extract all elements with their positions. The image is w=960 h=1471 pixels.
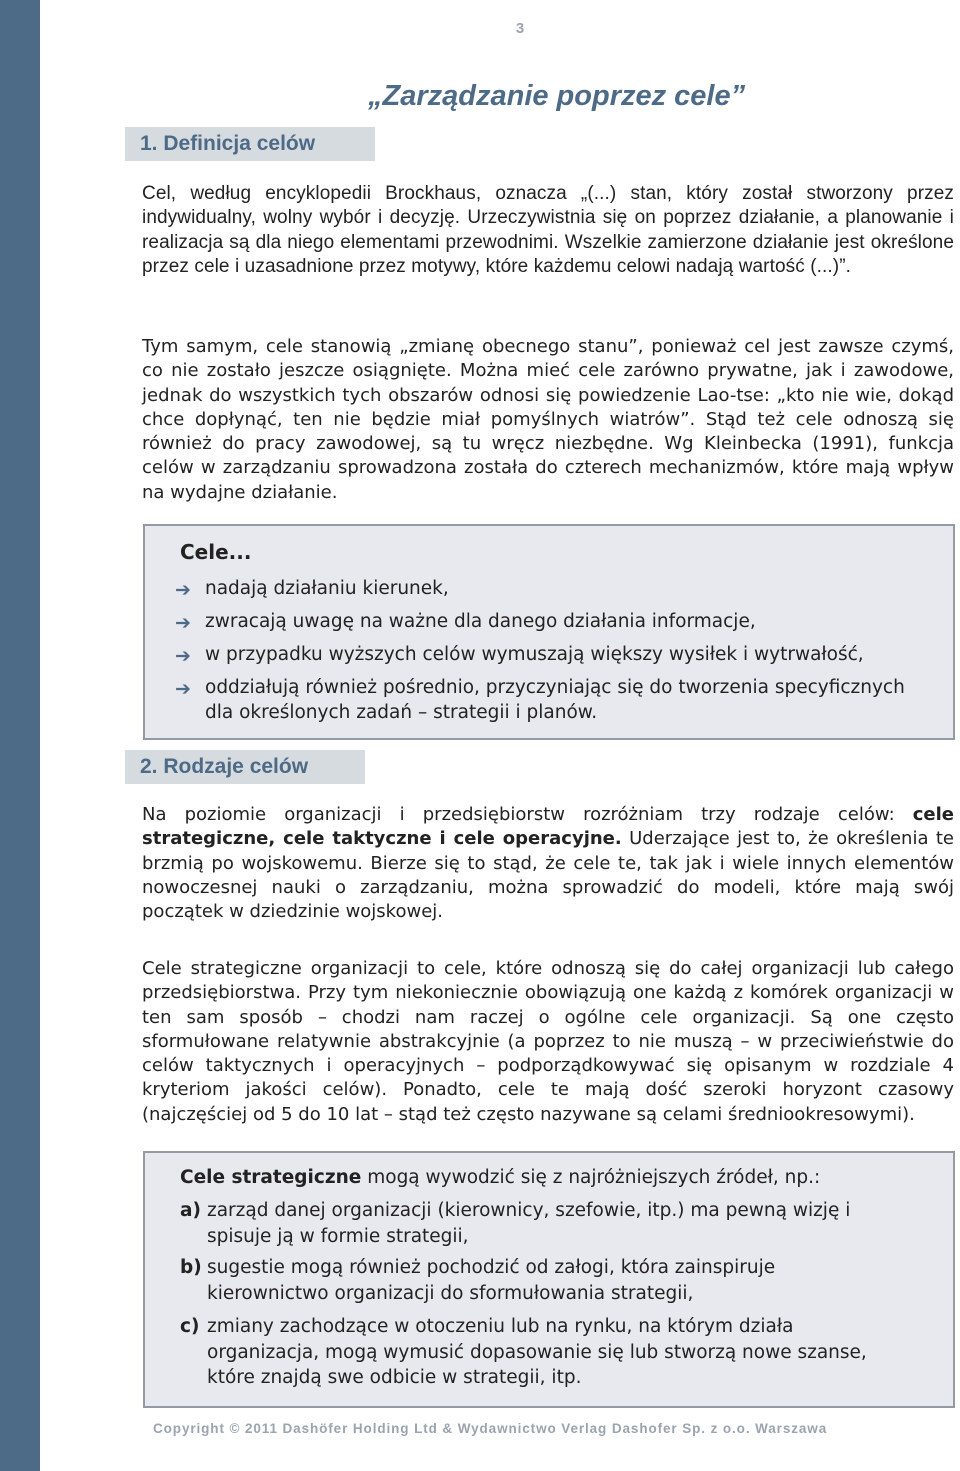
list-item: b) sugestie mogą również pochodzić od załogi, która zainspiruje kierownictwo organizacji do sformułowania strategii,	[180, 1257, 776, 1304]
list-item: ➔ nadają działaniu kierunek,	[175, 578, 449, 601]
goals-functions-box	[143, 524, 955, 740]
list-item: a) zarząd danej organizacji (kierownicy, szefowie, itp.) ma pewną wizję i spisuje ją w formie strategii,	[180, 1200, 851, 1247]
item-label: c)	[180, 1316, 200, 1337]
sidebar-strip	[0, 0, 40, 1471]
chapter-title: „Zarządzanie poprzez cele”	[368, 80, 746, 112]
section-heading-definitions: 1. Definicja celów	[125, 127, 375, 161]
goals-box-title: Cele...	[180, 540, 252, 564]
item-label: a)	[180, 1200, 201, 1221]
arrow-right-icon: ➔	[175, 645, 191, 667]
paragraph-goal-types: Na poziomie organizacji i przedsiębiorstw rozróżniam trzy rodzaje celów: cele strategiczne, cele taktyczne i cele operacyjne. Uderzające jest to, że określenia te brzmią po wojskowemu. Bierze się to stąd, że cele te, tak jak i wiele innych elementów nowoczesnej nauki o zarządzaniu, można sprowadzić do modeli, które mają swój początek w dziedzinie wojskowej.	[142, 804, 954, 923]
list-item: ➔ oddziałują również pośrednio, przyczyniając się do tworzenia specyficznych dla określonych zadań – strategii i planów.	[175, 677, 905, 723]
list-item: ➔ w przypadku wyższych celów wymuszają większy wysiłek i wytrwałość,	[175, 644, 864, 667]
page-number: 3	[515, 20, 525, 37]
list-item: c) zmiany zachodzące w otoczeniu lub na rynku, na którym działa organizacja, mogą wymusić dopasowanie się lub stworzą nowe szanse, które znajdą swe odbicie w strategii, itp.	[180, 1316, 867, 1388]
paragraph-strategic-goals: Cele strategiczne organizacji to cele, które odnoszą się do całej organizacji lub całego przedsiębiorstwa. Przy tym niekoniecznie obowiązują one każdą z komórek organizacji w ten sam sposób – chodzi nam raczej o ogólne cele organizacji. Są one często sformułowane relatywnie abstrakcyjnie (a poprzez to nie muszą – w przeciwieństwie do celów taktycznych i operacyjnych – podporządkowywać się opisanym w rozdziale 4 kryteriom jakości celów). Ponadto, cele te mają dość szeroki horyzont czasowy (najczęściej od 5 do 10 lat – stąd też często nazywane są celami średniookresowymi).	[142, 958, 954, 1125]
list-item: ➔ zwracają uwagę na ważne dla danego działania informacje,	[175, 611, 756, 634]
copyright-footer: Copyright © 2011 Dashöfer Holding Ltd & Wydawnictwo Verlag Dashofer Sp. z o.o. Warszawa	[153, 1421, 828, 1436]
paragraph-goal-change: Tym samym, cele stanowią „zmianę obecnego stanu”, ponieważ cel jest zawsze czymś, co nie zostało jeszcze osiągnięte. Można mieć cele zarówno prywatne, jak i zawodowe, jednak do wszystkich tych obszarów odnosi się powiedzenie Lao-tse: „kto nie wie, dokąd chce dopłynąć, ten nie będzie miał pomyślnych wiatrów”. Stąd też cele odnoszą się również do pracy zawodowej, są tu wręcz niezbędne. Wg Kleinbecka (1991), funkcja celów w zarządzaniu sprowadzona została do czterech mechanizmów, które mają wpływ na wydajne działanie.	[142, 336, 954, 503]
section-heading-goal-types: 2. Rodzaje celów	[125, 750, 365, 784]
item-label: b)	[180, 1257, 202, 1278]
arrow-right-icon: ➔	[175, 579, 191, 601]
paragraph-definition: Cel, według encyklopedii Brockhaus, oznacza „(...) stan, który został stworzony przez indywidualny, wolny wybór i decyzję. Urzeczywistnia się on poprzez działanie, a planowanie i realizacja są dla niego elementami przewodnimi. Wszelkie zamierzone działanie jest określone przez cele i uzasadnione przez motywy, które każdemu celowi nadają wartość (...)”.	[142, 183, 954, 277]
strategic-sources-box	[143, 1151, 955, 1408]
arrow-right-icon: ➔	[175, 612, 191, 634]
strategic-box-title: Cele strategiczne mogą wywodzić się z najróżniejszych źródeł, np.:	[180, 1167, 821, 1188]
arrow-right-icon: ➔	[175, 678, 191, 700]
